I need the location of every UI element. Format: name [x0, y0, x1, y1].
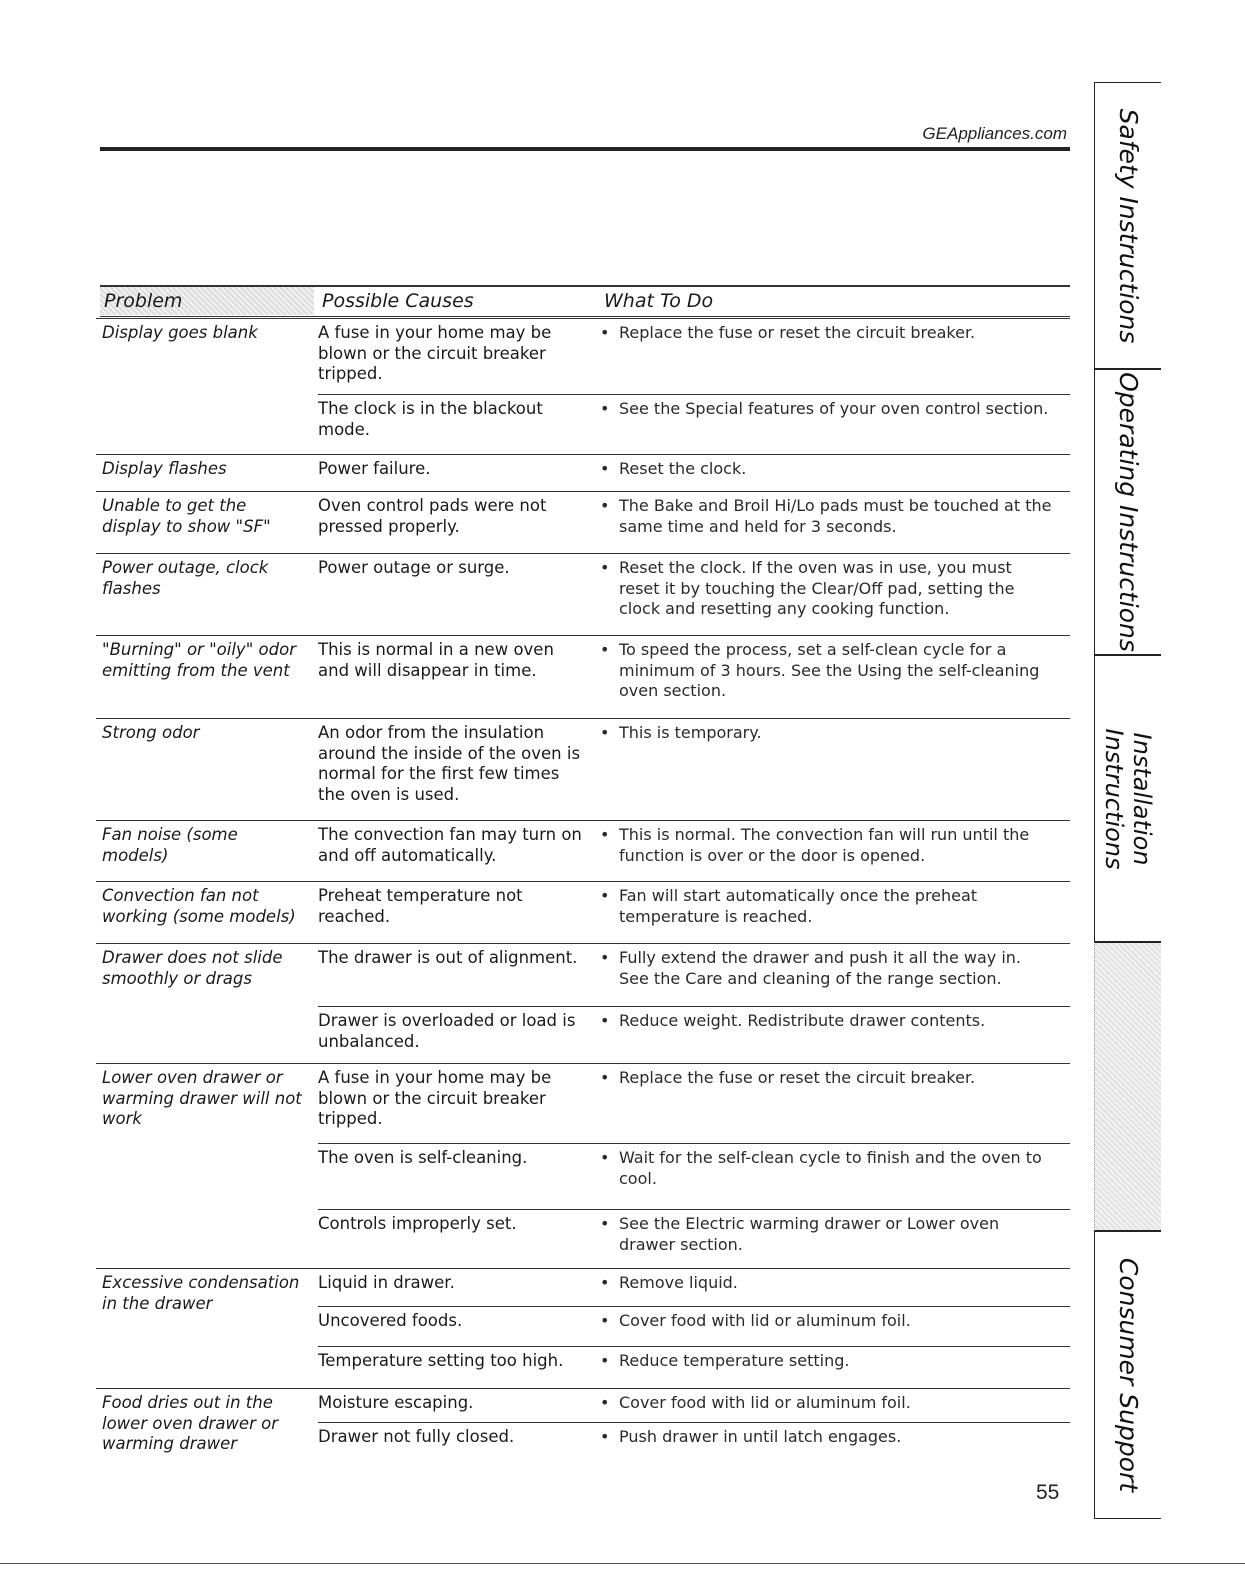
bullet-icon: • [600, 886, 610, 905]
section-tabs [1094, 82, 1162, 1522]
what-to-do [600, 723, 1053, 744]
entry-divider [318, 1346, 1070, 1347]
what-to-do [600, 825, 1053, 866]
entry-divider [318, 1006, 1070, 1007]
possible-cause: Uncovered foods. [318, 1311, 463, 1330]
entry-divider [318, 1422, 1070, 1423]
problem-text: Food dries out in the lower oven drawer or warming drawer [102, 1393, 278, 1453]
bullet-icon: • [600, 459, 610, 478]
fix-text: This is normal. The convection fan will run until the function is over or the door is opened. [619, 825, 1030, 865]
row-divider [96, 553, 1070, 554]
bullet-icon: • [600, 1427, 610, 1446]
tab-label: Installation Instructions [1100, 728, 1156, 869]
row-divider [96, 943, 1070, 944]
what-to-do [600, 1351, 1053, 1372]
fix-text: Replace the fuse or reset the circuit breaker. [619, 1068, 976, 1087]
problem-text: Drawer does not slide smoothly or drags [102, 948, 283, 988]
what-to-do [600, 1311, 1053, 1332]
what-to-do [600, 1011, 1053, 1032]
row-divider [96, 1268, 1070, 1269]
bullet-icon: • [600, 1011, 610, 1030]
bullet-icon: • [600, 723, 610, 742]
bullet-icon: • [600, 1214, 610, 1233]
what-to-do [600, 1214, 1053, 1255]
possible-cause: The convection fan may turn on and off automatically. [318, 825, 582, 865]
fix-text: The Bake and Broil Hi/Lo pads must be touched at the same time and held for 3 seconds. [619, 496, 1052, 536]
what-to-do [600, 459, 1053, 480]
bullet-icon: • [600, 1273, 610, 1292]
possible-cause: Moisture escaping. [318, 1393, 474, 1412]
entry-divider [318, 1143, 1070, 1144]
bullet-icon: • [600, 399, 610, 418]
tab-troubleshooting[interactable] [1094, 942, 1161, 1231]
entry-divider [318, 1306, 1070, 1307]
possible-cause: Power outage or surge. [318, 558, 510, 577]
row-divider [96, 318, 1070, 319]
what-to-do [600, 1393, 1053, 1414]
fix-text: Reduce weight. Redistribute drawer contents. [619, 1011, 986, 1030]
fix-text: See the Electric warming drawer or Lower oven drawer section. [619, 1214, 1000, 1254]
entry-divider [318, 394, 1070, 395]
problem-text: Convection fan not working (some models) [102, 886, 296, 926]
bullet-icon: • [600, 1068, 610, 1087]
tab-label: Consumer Support [1114, 1257, 1143, 1493]
top-rule [100, 147, 1070, 151]
possible-cause: Drawer is overloaded or load is unbalanced. [318, 1011, 576, 1051]
what-to-do [600, 948, 1053, 989]
tab-consumer-support[interactable] [1094, 1231, 1161, 1519]
fix-text: Reduce temperature setting. [619, 1351, 850, 1370]
problem-text: Unable to get the display to show "SF" [102, 496, 271, 536]
tab-label: Safety Instructions [1114, 108, 1143, 343]
row-divider [96, 491, 1070, 492]
fix-text: Cover food with lid or aluminum foil. [619, 1393, 911, 1412]
column-header-causes: Possible Causes [322, 290, 474, 312]
tab-label: Operating Instructions [1114, 372, 1143, 652]
bullet-icon: • [600, 640, 610, 659]
what-to-do [600, 399, 1053, 420]
fix-text: Cover food with lid or aluminum foil. [619, 1311, 911, 1330]
what-to-do [600, 1148, 1053, 1189]
row-divider [96, 454, 1070, 455]
row-divider [96, 718, 1070, 719]
page-number: 55 [1036, 1481, 1060, 1504]
possible-cause: Temperature setting too high. [318, 1351, 564, 1370]
bullet-icon: • [600, 1148, 610, 1167]
bullet-icon: • [600, 323, 610, 342]
possible-cause: The drawer is out of alignment. [318, 948, 578, 967]
possible-cause: Oven control pads were not pressed properly. [318, 496, 547, 536]
bullet-icon: • [600, 948, 610, 967]
problem-text: Power outage, clock flashes [102, 558, 269, 598]
possible-cause: The oven is self-cleaning. [318, 1148, 528, 1167]
possible-cause: Power failure. [318, 459, 431, 478]
bullet-icon: • [600, 1351, 610, 1370]
possible-cause: A fuse in your home may be blown or the circuit breaker tripped. [318, 323, 552, 383]
problem-text: Fan noise (some models) [102, 825, 238, 865]
problem-text: Strong odor [102, 723, 200, 742]
site-url: GEAppliances.com [922, 124, 1067, 143]
fix-text: This is temporary. [619, 723, 762, 742]
bullet-icon: • [600, 558, 610, 577]
problem-text: Display goes blank [102, 323, 258, 342]
column-header-problem: Problem [100, 287, 314, 315]
what-to-do [600, 1068, 1053, 1089]
possible-cause: Preheat temperature not reached. [318, 886, 523, 926]
bullet-icon: • [600, 1311, 610, 1330]
possible-cause: An odor from the insulation around the inside of the oven is normal for the first few times the oven is used. [318, 723, 581, 804]
what-to-do [600, 1273, 1053, 1294]
what-to-do [600, 886, 1053, 927]
row-divider [96, 820, 1070, 821]
row-divider [96, 1063, 1070, 1064]
fix-text: Wait for the self-clean cycle to finish and the oven to cool. [619, 1148, 1042, 1188]
possible-cause: This is normal in a new oven and will disappear in time. [318, 640, 554, 680]
fix-text: Reset the clock. If the oven was in use, you must reset it by touching the Clear/Off pad, setting the clock and resetting any cooking function. [619, 558, 1015, 618]
problem-text: Lower oven drawer or warming drawer will not work [102, 1068, 302, 1128]
fix-text: Fan will start automatically once the preheat temperature is reached. [619, 886, 978, 926]
fix-text: Replace the fuse or reset the circuit breaker. [619, 323, 976, 342]
what-to-do [600, 496, 1053, 537]
what-to-do [600, 1427, 1053, 1448]
fix-text: Reset the clock. [619, 459, 747, 478]
row-divider [96, 635, 1070, 636]
fix-text: See the Special features of your oven control section. [619, 399, 1049, 418]
possible-cause: Liquid in drawer. [318, 1273, 455, 1292]
possible-cause: The clock is in the blackout mode. [318, 399, 543, 439]
problem-text: "Burning" or "oily" odor emitting from the vent [102, 640, 296, 680]
what-to-do [600, 323, 1053, 344]
possible-cause: A fuse in your home may be blown or the circuit breaker tripped. [318, 1068, 552, 1128]
possible-cause: Drawer not fully closed. [318, 1427, 515, 1446]
bullet-icon: • [600, 496, 610, 515]
bottom-rule [0, 1563, 1245, 1564]
fix-text: To speed the process, set a self-clean cycle for a minimum of 3 hours. See the Using the self-cleaning oven section. [619, 640, 1040, 700]
column-header-what-to-do: What To Do [604, 290, 714, 312]
what-to-do [600, 640, 1053, 702]
row-divider [96, 881, 1070, 882]
tab-safety-instructions[interactable] [1094, 82, 1161, 369]
what-to-do [600, 558, 1053, 620]
problem-text: Display flashes [102, 459, 227, 478]
bullet-icon: • [600, 1393, 610, 1412]
tab-installation-instructions[interactable] [1094, 655, 1161, 942]
entry-divider [318, 1209, 1070, 1210]
fix-text: Remove liquid. [619, 1273, 738, 1292]
possible-cause: Controls improperly set. [318, 1214, 517, 1233]
table-header-bottom-rule [100, 316, 1070, 317]
tab-operating-instructions[interactable] [1094, 369, 1161, 655]
row-divider [96, 1388, 1070, 1389]
problem-text: Excessive condensation in the drawer [102, 1273, 300, 1313]
fix-text: Push drawer in until latch engages. [619, 1427, 902, 1446]
bullet-icon: • [600, 825, 610, 844]
fix-text: Fully extend the drawer and push it all the way in. See the Care and cleaning of the range section. [619, 948, 1022, 988]
